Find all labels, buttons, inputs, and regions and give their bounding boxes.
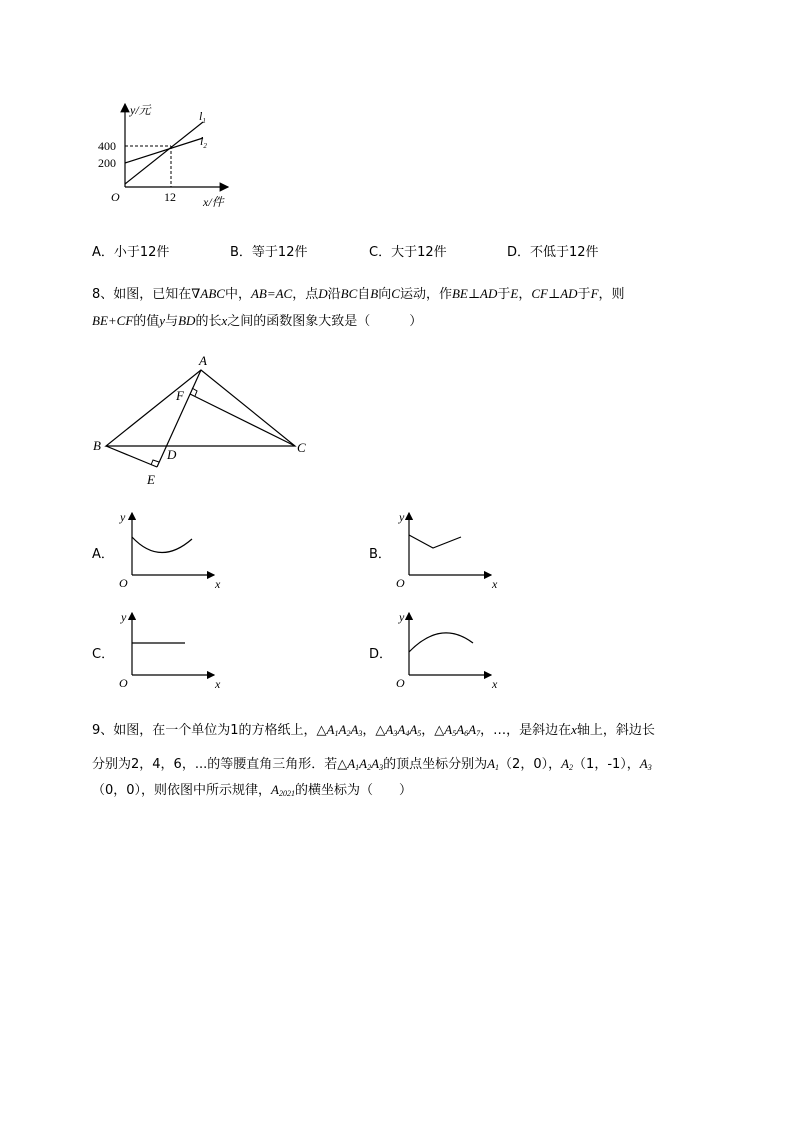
- q8-option-d-label[interactable]: D．: [369, 647, 393, 662]
- q8-option-d-graph[interactable]: [389, 605, 504, 691]
- x-label: x: [215, 677, 221, 691]
- label-a: A: [199, 353, 207, 368]
- curve-u: [132, 537, 192, 553]
- y-tick-400: 400: [98, 139, 116, 153]
- y-label: y: [121, 610, 127, 624]
- q7-option-a[interactable]: A．小于12件: [92, 245, 170, 260]
- label-l2: $l_2$: [200, 134, 207, 150]
- q8-option-c-graph[interactable]: [112, 605, 227, 691]
- q9-line-3: （0，0），则依图中所示规律，$A_{2021}$的横坐标为（ ）: [92, 782, 413, 798]
- q9-line-1: 9、如图，在一个单位为1的方格纸上，$\triangle A_1A_2A_3$，$\triangle A_3A_4A_5$，$\triangle A_5A_6A_7$，…，是斜边在x轴上，斜边长: [92, 722, 655, 738]
- label-l1: $l_1$: [199, 109, 206, 125]
- q8-option-a-label[interactable]: A．: [92, 547, 114, 562]
- q8-option-c-label[interactable]: C．: [92, 647, 115, 662]
- x-axis-label: x/件: [203, 195, 224, 209]
- y-label: y: [399, 610, 405, 624]
- segment-ae: [157, 370, 201, 467]
- origin-label: O: [119, 576, 128, 590]
- origin-label: O: [396, 676, 405, 690]
- q8-option-a-graph[interactable]: [112, 505, 227, 591]
- y-axis-label: y/元: [130, 103, 151, 117]
- label-c: C: [297, 440, 306, 455]
- curve-arch: [409, 633, 473, 652]
- q9-line-2: 分别为2，4，6，...的等腰直角三角形．若$\triangle A_1A_2A_3$的顶点坐标分别为$A_1(2$，0），$A_2(1$，-1），$A_3$: [92, 756, 652, 772]
- origin-label: O: [396, 576, 405, 590]
- label-d: D: [167, 447, 177, 462]
- q7-option-d[interactable]: D．不低于12件: [507, 245, 599, 260]
- q7-graph: [95, 100, 245, 212]
- x-label: x: [492, 577, 498, 591]
- y-label: y: [399, 510, 405, 524]
- x-label: x: [215, 577, 221, 591]
- q8-line-2: BE+CF的值y与BD的长x之间的函数图象大致是（ ）: [92, 313, 423, 329]
- x-tick-12: 12: [164, 190, 176, 204]
- q8-line-1: 8、如图，已知在∇ABC中，AB=AC，点D沿BC自B向C运动，作BE⊥AD于E，CF⊥AD于F，则: [92, 286, 625, 302]
- q8-triangle-figure: [85, 350, 315, 490]
- label-e: E: [147, 472, 155, 487]
- segment-be: [106, 446, 157, 467]
- origin-label: O: [111, 190, 120, 204]
- label-b: B: [93, 438, 101, 453]
- label-f: F: [176, 388, 184, 403]
- origin-label: O: [119, 676, 128, 690]
- x-label: x: [492, 677, 498, 691]
- line-l1: [125, 122, 203, 184]
- line-l2: [125, 138, 203, 163]
- segment-cf: [190, 394, 295, 446]
- line-v-shape: [409, 535, 461, 548]
- q8-option-b-graph[interactable]: [389, 505, 504, 591]
- y-tick-200: 200: [98, 156, 116, 170]
- triangle-abc: [106, 370, 295, 446]
- y-label: y: [120, 510, 126, 524]
- q7-option-b[interactable]: B．等于12件: [230, 245, 308, 260]
- q8-option-b-label[interactable]: B．: [369, 547, 391, 562]
- q7-option-c[interactable]: C．大于12件: [369, 245, 447, 260]
